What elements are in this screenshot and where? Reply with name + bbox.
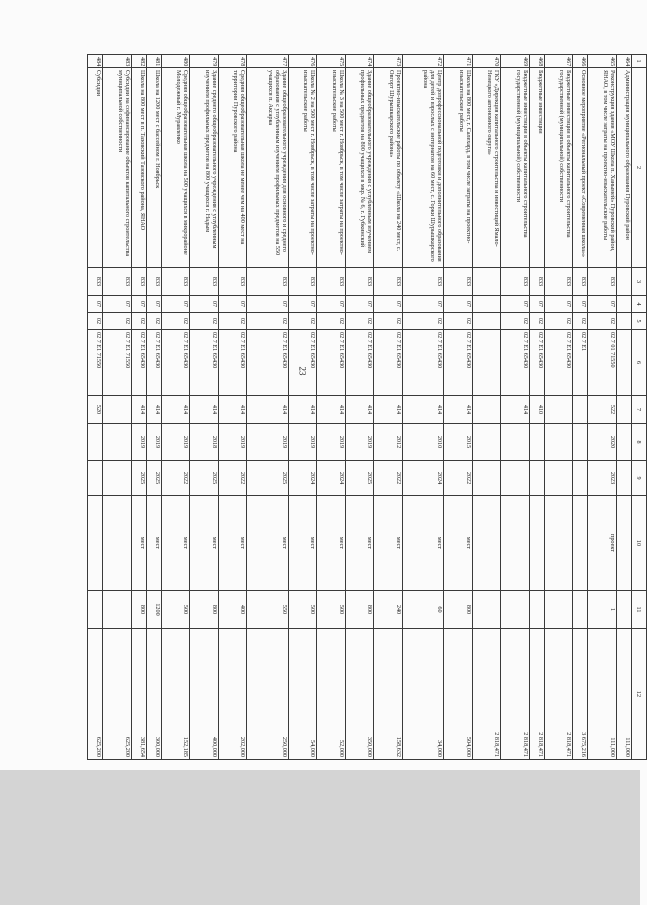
table-cell: 414 <box>444 396 472 424</box>
table-row <box>544 55 572 760</box>
table-cell: 02 7 Е1 65430 <box>247 330 289 396</box>
table-cell: 07 <box>218 296 246 313</box>
table-cell: 350,000 <box>345 629 373 760</box>
table-cell: 520 <box>88 396 103 424</box>
table-cell: 470 <box>472 55 500 68</box>
table-cell: 2015 <box>444 424 472 461</box>
table-cell <box>88 591 103 629</box>
table-row <box>146 55 161 760</box>
table-cell: 02 <box>345 313 373 330</box>
table-cell <box>616 330 631 396</box>
table-cell: Реконструкция здания «МОУ Школа п. Ханымей» Пуровский район, ЯНАО, в том числе затраты на проектно-изыскательские работы <box>588 68 616 268</box>
table-cell: 2020 <box>588 424 616 461</box>
table-cell: 2025 <box>131 461 146 496</box>
table-row <box>588 55 616 760</box>
table-cell: 484 <box>88 55 103 68</box>
table-cell: 300,000 <box>146 629 161 760</box>
table-cell <box>544 461 572 496</box>
table-cell: 833 <box>374 268 402 296</box>
table-cell <box>103 496 131 591</box>
table-cell <box>616 296 631 313</box>
table-cell: 02 7 Е1 71550 <box>88 330 103 396</box>
table-cell: 02 7 Е1 65430 <box>146 330 161 396</box>
table-cell: 833 <box>317 268 345 296</box>
header-cell: 12 <box>631 629 646 760</box>
table-cell: 833 <box>345 268 373 296</box>
table-row <box>161 55 189 760</box>
table-cell: 400 <box>218 591 246 629</box>
table-row <box>218 55 246 760</box>
header-cell: 8 <box>631 424 646 461</box>
table-cell: 465 <box>588 55 616 68</box>
table-cell <box>573 461 588 496</box>
table-cell <box>573 496 588 591</box>
table-cell: 468 <box>529 55 544 68</box>
table-cell: Основное мероприятие «Региональный проект «Современная школа»» <box>573 68 588 268</box>
table-cell: 414 <box>131 396 146 424</box>
table-cell: 474 <box>345 55 373 68</box>
table-cell: 02 7 Е1 65430 <box>161 330 189 396</box>
table-cell: 833 <box>218 268 246 296</box>
table-cell <box>616 591 631 629</box>
table-cell: мест <box>131 496 146 591</box>
table-cell: мест <box>345 496 373 591</box>
table-cell: 02 <box>190 313 218 330</box>
table-cell: 2018 <box>190 424 218 461</box>
table-cell: Субсидии <box>88 68 103 268</box>
table-cell: 07 <box>501 296 529 313</box>
table-cell: 250,000 <box>247 629 289 760</box>
table-cell: 02 <box>588 313 616 330</box>
table-row <box>190 55 218 760</box>
table-cell: 02 <box>88 313 103 330</box>
table-cell: 414 <box>218 396 246 424</box>
table-cell: 07 <box>247 296 289 313</box>
header-cell: 4 <box>631 296 646 313</box>
table-cell: Администрация муниципального образования Пуровский район <box>616 68 631 268</box>
table-cell: 02 <box>161 313 189 330</box>
table-cell <box>472 268 500 296</box>
table-cell: 2022 <box>218 461 246 496</box>
table-cell: 833 <box>131 268 146 296</box>
table-cell: Бюджетные инвестиции в объекты капитального строительства государственной (муниципальной) собственности <box>544 68 572 268</box>
table-cell: 478 <box>218 55 246 68</box>
table-cell: 2022 <box>444 461 472 496</box>
table-cell: 1200 <box>146 591 161 629</box>
table-cell: 467 <box>544 55 572 68</box>
table-cell: 2025 <box>190 461 218 496</box>
table-cell: 476 <box>288 55 316 68</box>
table-cell: Школа на 800 мест, г. Салехард, в том числе затраты на проектно-изыскательские работы <box>444 68 472 268</box>
table-cell: 2024 <box>402 461 444 496</box>
table-cell <box>529 461 544 496</box>
rotated-page <box>87 54 647 759</box>
table-cell: 475 <box>317 55 345 68</box>
table-cell <box>103 461 131 496</box>
table-cell: 07 <box>573 296 588 313</box>
table-cell: 02 7 Е1 71550 <box>103 330 131 396</box>
table-cell: 471 <box>444 55 472 68</box>
table-cell <box>529 591 544 629</box>
table-cell: 833 <box>402 268 444 296</box>
table-cell: Школа № 2 на 500 мест г. Ноябрьск, в том числе затраты на проектно-изыскательские работы <box>288 68 316 268</box>
table-cell: 02 <box>317 313 345 330</box>
table-cell <box>529 424 544 461</box>
table-cell: 02 <box>501 313 529 330</box>
table-row <box>247 55 289 760</box>
table-cell: 02 7 Е1 65430 <box>131 330 146 396</box>
table-cell: 833 <box>588 268 616 296</box>
table-row <box>103 55 131 760</box>
table-cell: 414 <box>161 396 189 424</box>
table-cell: 833 <box>544 268 572 296</box>
table-cell: 240 <box>374 591 402 629</box>
table-cell: 473 <box>374 55 402 68</box>
table-cell <box>472 591 500 629</box>
table-cell: 02 <box>573 313 588 330</box>
table-cell: 625,200 <box>88 629 103 760</box>
table-cell: 483 <box>103 55 131 68</box>
scanner-background <box>0 770 640 905</box>
table-cell: 414 <box>190 396 218 424</box>
table-cell <box>544 591 572 629</box>
table-cell: Проектно-изыскательские работы по объекту «Школа на 240 мест, с. Овгорт Шурышкарского района» <box>374 68 402 268</box>
table-cell <box>472 424 500 461</box>
table-cell: мест <box>218 496 246 591</box>
table-cell: 2019 <box>146 424 161 461</box>
budget-table <box>87 54 647 760</box>
table-cell <box>103 396 131 424</box>
table-cell: 2 818,471 <box>544 629 572 760</box>
table-cell: 02 <box>402 313 444 330</box>
table-cell: 833 <box>444 268 472 296</box>
table-cell: 02 7 Е1 65430 <box>444 330 472 396</box>
table-cell: 2024 <box>317 461 345 496</box>
table-cell <box>529 496 544 591</box>
table-cell <box>501 424 529 461</box>
table-row <box>374 55 402 760</box>
table-cell <box>544 396 572 424</box>
table-cell: 833 <box>161 268 189 296</box>
table-cell: 158,632 <box>374 629 402 760</box>
table-cell: 2019 <box>131 424 146 461</box>
table-cell <box>616 496 631 591</box>
table-cell <box>616 268 631 296</box>
table-cell: 2025 <box>345 461 373 496</box>
table-cell: 2022 <box>374 461 402 496</box>
table-cell: 833 <box>501 268 529 296</box>
table-cell: 833 <box>190 268 218 296</box>
page-number: 23 <box>297 366 308 376</box>
table-cell: 2 818,471 <box>501 629 529 760</box>
table-cell: 472 <box>402 55 444 68</box>
table-cell: 2 818,471 <box>472 629 500 760</box>
table-cell: 02 <box>288 313 316 330</box>
table-cell <box>472 461 500 496</box>
table-cell: 800 <box>345 591 373 629</box>
table-cell <box>544 424 572 461</box>
table-cell: 152,185 <box>161 629 189 760</box>
table-cell: 833 <box>247 268 289 296</box>
table-cell: мест <box>247 496 289 591</box>
header-cell: 7 <box>631 396 646 424</box>
table-cell: Здание общеобразовательного учреждения с углубленным изучением профильных предметов на 800 учащихся в мкр. № 6, г. Губкинский <box>345 68 373 268</box>
table-cell: 482 <box>131 55 146 68</box>
table-cell: 1 <box>588 591 616 629</box>
table-cell: 2012 <box>374 424 402 461</box>
table-cell: 07 <box>529 296 544 313</box>
table-cell: 2025 <box>146 461 161 496</box>
table-cell: 07 <box>103 296 131 313</box>
table-row <box>131 55 146 760</box>
table-cell: 410 <box>529 396 544 424</box>
table-row <box>402 55 444 760</box>
table-cell: 479 <box>190 55 218 68</box>
table-cell: 02 7 Е1 65430 <box>317 330 345 396</box>
table-cell <box>103 591 131 629</box>
table-cell: 02 <box>146 313 161 330</box>
table-cell: 02 7 Е1 65430 <box>529 330 544 396</box>
table-cell: Субсидии на софинансирование объектов капитального строительства муниципальной собственности <box>103 68 131 268</box>
table-cell: 07 <box>402 296 444 313</box>
table-cell: 07 <box>588 296 616 313</box>
table-cell: проект <box>588 496 616 591</box>
table-cell <box>501 461 529 496</box>
table-cell: 02 7 Е1 65430 <box>544 330 572 396</box>
table-cell: мест <box>402 496 444 591</box>
table-cell: Средняя общеобразовательная школа не менее чем на 400 мест на территории Пуровского района <box>218 68 246 268</box>
table-cell: 522 <box>588 396 616 424</box>
table-cell: 02 <box>444 313 472 330</box>
table-cell <box>616 424 631 461</box>
table-cell: 2010 <box>402 424 444 461</box>
table-cell <box>472 330 500 396</box>
table-cell: мест <box>161 496 189 591</box>
table-cell: 07 <box>161 296 189 313</box>
table-cell: 02 <box>218 313 246 330</box>
table-cell: 07 <box>146 296 161 313</box>
table-row <box>288 55 316 760</box>
table-cell: Бюджетные инвестиции в объекты капитального строительства государственной (муниципальной) собственности <box>501 68 529 268</box>
table-cell: 07 <box>374 296 402 313</box>
header-cell: 1 <box>631 55 646 68</box>
table-cell: 469 <box>501 55 529 68</box>
table-cell: 481 <box>146 55 161 68</box>
table-cell: 60 <box>402 591 444 629</box>
table-cell <box>472 313 500 330</box>
table-cell: 2019 <box>317 424 345 461</box>
table-cell: мест <box>374 496 402 591</box>
table-header-row <box>631 55 646 760</box>
table-cell: 2025 <box>247 461 289 496</box>
table-cell <box>616 313 631 330</box>
table-cell: 54,000 <box>288 629 316 760</box>
table-cell: 52,000 <box>317 629 345 760</box>
table-cell: 02 7 Е1 65430 <box>190 330 218 396</box>
table-row <box>616 55 631 760</box>
table-cell: 02 7 Е1 65430 <box>374 330 402 396</box>
table-cell: 02 7 Е1 65430 <box>501 330 529 396</box>
table-cell: 07 <box>345 296 373 313</box>
table-cell: 500 <box>317 591 345 629</box>
table-cell: мест <box>317 496 345 591</box>
table-cell: Здание среднего общеобразовательного учреждения с углубленным изучением профильных предметов на 800 учащихся г. Надым <box>190 68 218 268</box>
table-row <box>529 55 544 760</box>
table-cell: 414 <box>146 396 161 424</box>
table-cell <box>573 424 588 461</box>
table-cell <box>616 396 631 424</box>
table-cell: 2024 <box>288 461 316 496</box>
table-cell <box>472 396 500 424</box>
table-cell <box>88 424 103 461</box>
table-row <box>501 55 529 760</box>
table-cell: 202,000 <box>218 629 246 760</box>
table-cell: Здание общеобразовательного учреждения для основного и среднего образования с углубленным изучением профильных предметов на 550 учащихся п. Аксарка <box>247 68 289 268</box>
table-cell: ГКУ «Дирекция капитального строительства и инвестиций Ямало-Ненецкого автономного округа» <box>472 68 500 268</box>
table-cell: 414 <box>402 396 444 424</box>
header-cell: 5 <box>631 313 646 330</box>
table-cell <box>501 591 529 629</box>
table-cell: 07 <box>544 296 572 313</box>
header-cell: 9 <box>631 461 646 496</box>
table-cell <box>472 296 500 313</box>
table-cell: 400,000 <box>190 629 218 760</box>
table-cell <box>88 461 103 496</box>
table-cell: 381,654 <box>131 629 146 760</box>
table-cell: 07 <box>444 296 472 313</box>
table-row <box>345 55 373 760</box>
table-cell: 2022 <box>161 461 189 496</box>
table-cell <box>573 396 588 424</box>
table-cell: 02 7 Е1 65430 <box>402 330 444 396</box>
table-cell: 02 <box>131 313 146 330</box>
table-cell: 466 <box>573 55 588 68</box>
table-cell: Средняя общеобразовательная школа на 500 учащихся в микрорайоне Молодежный г. Муравленко <box>161 68 189 268</box>
table-row <box>573 55 588 760</box>
table-cell: 02 7 Е1 65430 <box>345 330 373 396</box>
table-cell: 07 <box>190 296 218 313</box>
table-row <box>444 55 472 760</box>
table-cell: 480 <box>161 55 189 68</box>
table-cell: 833 <box>146 268 161 296</box>
table-cell: Бюджетные инвестиции <box>529 68 544 268</box>
table-cell: 02 7 01 71550 <box>588 330 616 396</box>
table-cell: 2019 <box>161 424 189 461</box>
table-cell: мест <box>288 496 316 591</box>
table-cell: 500 <box>288 591 316 629</box>
table-cell: 414 <box>317 396 345 424</box>
table-cell: Школа на 800 мест в п. Тазовский Тазовского района, ЯНАО <box>131 68 146 268</box>
header-cell: 10 <box>631 496 646 591</box>
table-cell: 07 <box>88 296 103 313</box>
table-cell: 833 <box>288 268 316 296</box>
table-cell: 2 818,471 <box>529 629 544 760</box>
table-cell: Школа № 3 на 500 мест г. Ноябрьск, в том числе затраты на проектно-изыскательские работы <box>317 68 345 268</box>
table-cell <box>472 496 500 591</box>
table-cell: 02 <box>544 313 572 330</box>
table-cell: 414 <box>288 396 316 424</box>
table-cell <box>88 496 103 591</box>
table-cell: 800 <box>190 591 218 629</box>
header-cell: 11 <box>631 591 646 629</box>
table-cell: мест <box>190 496 218 591</box>
table-cell <box>573 591 588 629</box>
table-cell: 07 <box>288 296 316 313</box>
table-cell: 414 <box>374 396 402 424</box>
table-cell: 02 7 Е1 65430 <box>218 330 246 396</box>
table-cell: 2019 <box>288 424 316 461</box>
table-cell: 111,000 <box>588 629 616 760</box>
table-cell: 2019 <box>218 424 246 461</box>
table-cell: 02 7 Е1 65430 <box>288 330 316 396</box>
table-cell: 800 <box>444 591 472 629</box>
table-cell: 2023 <box>588 461 616 496</box>
table-cell: 02 <box>247 313 289 330</box>
table-cell: 550 <box>247 591 289 629</box>
table-cell <box>616 461 631 496</box>
table-cell: Центр допрофессиональной подготовки и дополнительного образования для детей и взрослых с интернатом на 60 мест, с. Горки Шурышкарского района <box>402 68 444 268</box>
table-cell <box>544 496 572 591</box>
table-cell: 833 <box>573 268 588 296</box>
table-cell: 3 675,216 <box>573 629 588 760</box>
table-cell: 504,000 <box>444 629 472 760</box>
table-cell: Школа на 1200 мест с бассейном г. Ноябрьск <box>146 68 161 268</box>
table-row <box>317 55 345 760</box>
table-cell: 625,200 <box>103 629 131 760</box>
table-cell: 414 <box>501 396 529 424</box>
table-cell <box>103 424 131 461</box>
table-cell: 414 <box>345 396 373 424</box>
table-cell <box>501 496 529 591</box>
table-cell: 07 <box>317 296 345 313</box>
table-cell: 02 7 Е1 <box>573 330 588 396</box>
table-cell: 833 <box>529 268 544 296</box>
table-cell: 833 <box>103 268 131 296</box>
table-cell: 477 <box>247 55 289 68</box>
table-cell: 464 <box>616 55 631 68</box>
header-cell: 3 <box>631 268 646 296</box>
table-cell: 2019 <box>247 424 289 461</box>
table-cell: 2019 <box>345 424 373 461</box>
table-cell: 833 <box>88 268 103 296</box>
table-cell: 500 <box>161 591 189 629</box>
table-cell: 02 <box>529 313 544 330</box>
table-cell: 34,000 <box>402 629 444 760</box>
header-cell: 6 <box>631 330 646 396</box>
table-cell: 111,000 <box>616 629 631 760</box>
table-row <box>88 55 103 760</box>
table-cell: 800 <box>131 591 146 629</box>
table-cell: 02 <box>103 313 131 330</box>
header-cell: 2 <box>631 68 646 268</box>
table-cell: 414 <box>247 396 289 424</box>
table-cell: мест <box>146 496 161 591</box>
table-row <box>472 55 500 760</box>
table-cell: 07 <box>131 296 146 313</box>
table-cell: мест <box>444 496 472 591</box>
table-cell: 02 <box>374 313 402 330</box>
